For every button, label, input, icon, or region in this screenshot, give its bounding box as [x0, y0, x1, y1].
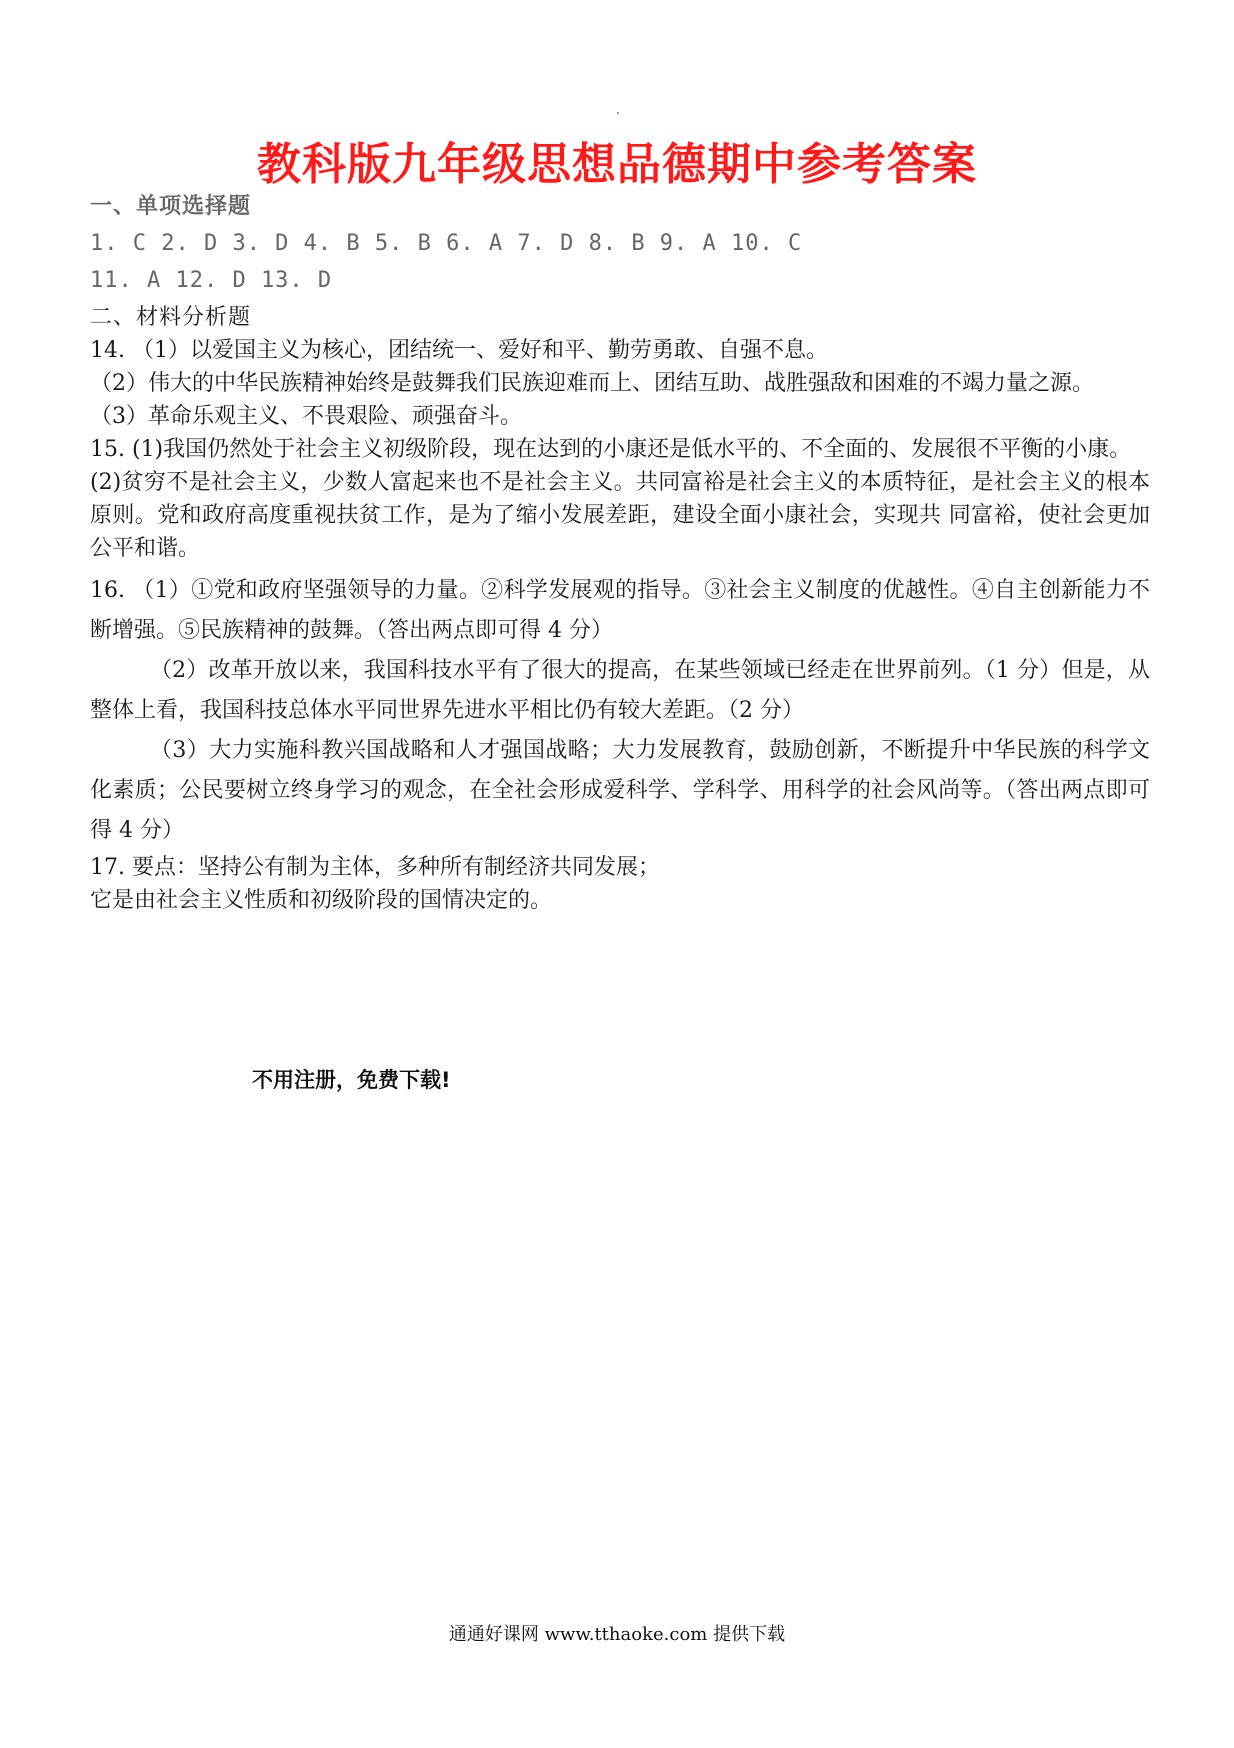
decorative-dot — [617, 112, 619, 114]
answer-content — [90, 190, 1150, 917]
q17-answer-1: 17. 要点：坚持公有制为主体，多种所有制经济共同发展； — [90, 855, 660, 880]
q16-answer-1: 16. （1）①党和政府坚强领导的力量。②科学发展观的指导。③社会主义制度的优越性。④自主创新能力不断增强。⑤民族精神的鼓舞。（答出两点即可得 4 分） — [90, 578, 1150, 643]
q16-answer-2: （2）改革开放以来，我国科技水平有了很大的提高，在某些领域已经走在世界前列。（1 分）但是，从整体上看，我国科技总体水平同世界先进水平相比仍有较大差距。（2 分） — [90, 658, 1150, 723]
section-heading-material-analysis: 二、材料分析题 — [90, 305, 252, 330]
promo-text: 不用注册，免费下载! — [252, 1068, 451, 1092]
q16-answer-3: （3）大力实施科教兴国战略和人才强国战略；大力发展教育，鼓励创新，不断提升中华民族的科学文化素质；公民要树立终身学习的观念，在全社会形成爱科学、学科学、用科学的社会风尚等。（答出两点即可得 4 分） — [90, 738, 1150, 843]
choice-answers-line-1: 1. C 2. D 3. D 4. B 5. B 6. A 7. D 8. B 9. A 10. C — [90, 231, 803, 256]
q17-answer-2: 它是由社会主义性质和初级阶段的国情决定的。 — [90, 888, 553, 913]
choice-answers-line-2: 11. A 12. D 13. D — [90, 268, 333, 293]
section-heading-single-choice: 一、单项选择题 — [90, 194, 252, 219]
q14-answer-1: 14. （1）以爱国主义为核心，团结统一、爱好和平、勤劳勇敢、自强不息。 — [90, 338, 828, 363]
q14-answer-3: （3）革命乐观主义、不畏艰险、顽强奋斗。 — [90, 404, 522, 429]
q14-answer-2: （2）伟大的中华民族精神始终是鼓舞我们民族迎难而上、团结互助、战胜强敌和困难的不竭力量之源。 — [90, 371, 1095, 396]
footer-credit: 通通好课网 www.tthaoke.com 提供下载 — [448, 1624, 786, 1645]
q15-answer-1: 15. (1)我国仍然处于社会主义初级阶段，现在达到的小康还是低水平的、不全面的、发展很不平衡的小康。 — [90, 437, 1132, 462]
page-title: 教科版九年级思想品德期中参考答案 — [257, 139, 977, 190]
q15-answer-2: (2)贫穷不是社会主义，少数人富起来也不是社会主义。共同富裕是社会主义的本质特征，是社会主义的根本原则。党和政府高度重视扶贫工作，是为了缩小发展差距，建设全面小康社会，实现共 同富裕，使社会更加公平和谐。 — [90, 470, 1150, 561]
